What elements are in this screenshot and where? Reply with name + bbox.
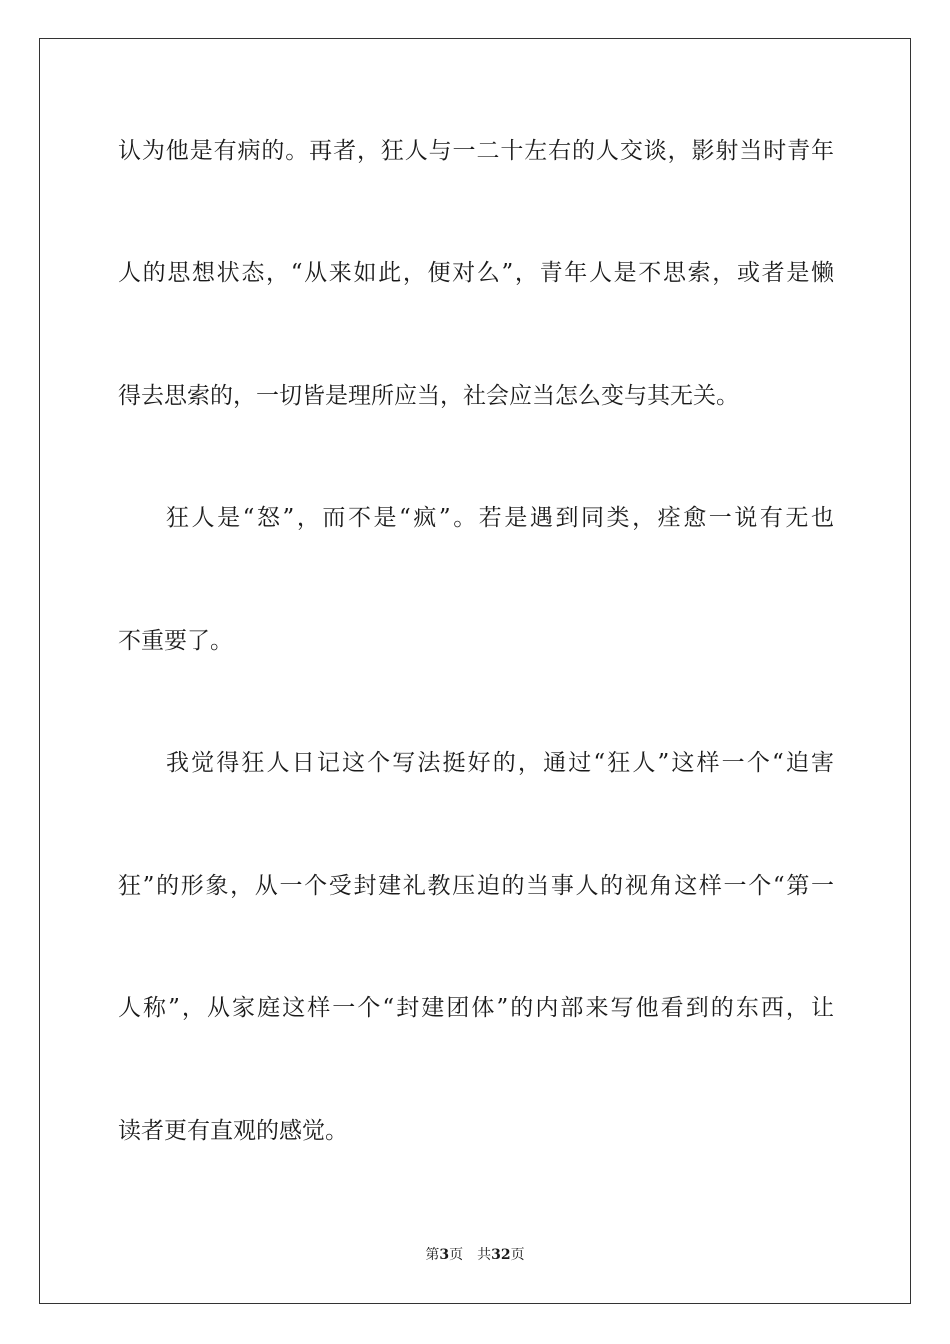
footer-total-prefix: 共 [477,1247,492,1263]
footer-total-pages: 32 [491,1247,511,1263]
footer-total-suffix: 页 [510,1247,525,1263]
text-line-3: 得去思索的，一切皆是理所应当，社会应当怎么变与其无关。 [118,383,739,409]
page-border [39,38,911,1304]
text-line-1: 认为他是有病的。再者，狂人与一二十左右的人交谈，影射当时青年 [118,138,834,164]
text-line-5: 不重要了。 [118,628,233,654]
text-line-8: 人称”，从家庭这样一个“封建团体”的内部来写他看到的东西，让 [118,995,834,1021]
footer-page-number: 3 [439,1247,450,1263]
text-line-2: 人的思想状态，“从来如此，便对么”，青年人是不思索，或者是懒 [118,260,834,286]
text-line-7: 狂”的形象，从一个受封建礼教压迫的当事人的视角这样一个“第一 [118,873,834,899]
text-line-9: 读者更有直观的感觉。 [118,1118,348,1144]
footer-prefix: 第 [425,1247,440,1263]
text-line-6: 我觉得狂人日记这个写法挺好的，通过“狂人”这样一个“迫害 [166,750,834,776]
text-line-4: 狂人是“怒”，而不是“疯”。若是遇到同类，痊愈一说有无也 [166,505,834,531]
page-footer [0,1246,950,1264]
footer-page-suffix: 页 [449,1247,464,1263]
